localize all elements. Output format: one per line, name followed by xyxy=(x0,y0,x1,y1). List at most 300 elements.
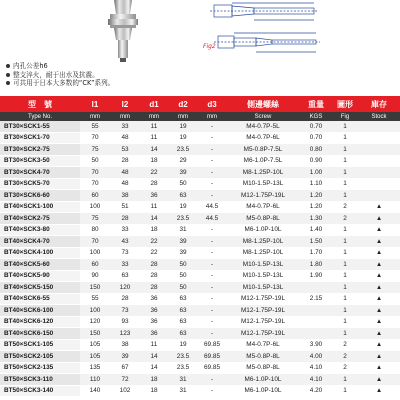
col-header-fig: 圖形 xyxy=(332,96,358,112)
d3-cell: 69.85 xyxy=(198,362,226,374)
fig-cell: 1 xyxy=(332,132,358,144)
table-row xyxy=(0,213,400,225)
d2-cell: 31 xyxy=(168,374,198,386)
d1-cell: 11 xyxy=(140,132,168,144)
l2-cell: 63 xyxy=(110,270,140,282)
d2-cell: 39 xyxy=(168,247,198,259)
screw-cell: M10-1.5P-13L xyxy=(226,270,300,282)
screw-cell: M6-1.0P-10L xyxy=(226,385,300,397)
fig-cell: 1 xyxy=(332,155,358,167)
d3-cell: - xyxy=(198,132,226,144)
type-cell: BT40×SCK6-100 xyxy=(0,305,80,317)
table-row xyxy=(0,132,400,144)
fig2-label: Fig2 xyxy=(203,43,216,50)
d2-cell: 39 xyxy=(168,167,198,179)
d2-cell: 19 xyxy=(168,201,198,213)
col-subheader-screw: Screw xyxy=(226,112,300,121)
screw-cell: M6-1.0P-10L xyxy=(226,374,300,386)
stock-cell xyxy=(358,155,400,167)
table-row xyxy=(0,351,400,363)
header-row-en xyxy=(0,112,400,121)
weight-cell xyxy=(300,316,332,328)
weight-cell: 1.10 xyxy=(300,178,332,190)
d2-cell: 23.5 xyxy=(168,362,198,374)
weight-cell: 0.90 xyxy=(300,155,332,167)
fig-cell: 1 xyxy=(332,224,358,236)
l2-cell: 73 xyxy=(110,247,140,259)
l1-cell: 70 xyxy=(80,132,110,144)
d2-cell: 63 xyxy=(168,305,198,317)
stock-cell: ▲ xyxy=(358,259,400,271)
d1-cell: 18 xyxy=(140,224,168,236)
stock-cell: ▲ xyxy=(358,247,400,259)
type-cell: BT30×SCK3-50 xyxy=(0,155,80,167)
screw-cell: M6-1.0P-7.5L xyxy=(226,155,300,167)
bullet-icon xyxy=(6,81,10,85)
screw-cell: M10-1.5P-13L xyxy=(226,178,300,190)
stock-cell: ▲ xyxy=(358,339,400,351)
type-cell: BT40×SCK6-150 xyxy=(0,328,80,340)
screw-cell: M5-0.8P-8L xyxy=(226,351,300,363)
weight-cell xyxy=(300,282,332,294)
fig-cell: 2 xyxy=(332,339,358,351)
d2-cell: 50 xyxy=(168,270,198,282)
type-cell: BT50×SCK2-135 xyxy=(0,362,80,374)
type-cell: BT40×SCK4-100 xyxy=(0,247,80,259)
type-cell: BT30×SCK2-75 xyxy=(0,144,80,156)
fig-cell: 2 xyxy=(332,201,358,213)
d2-cell: 19 xyxy=(168,132,198,144)
stock-cell: ▲ xyxy=(358,328,400,340)
stock-cell: ▲ xyxy=(358,362,400,374)
l2-cell: 33 xyxy=(110,224,140,236)
l2-cell: 38 xyxy=(110,190,140,202)
l2-cell: 48 xyxy=(110,132,140,144)
feature-notes xyxy=(6,62,114,88)
fig-cell: 1 xyxy=(332,121,358,132)
stock-cell: ▲ xyxy=(358,236,400,248)
l2-cell: 72 xyxy=(110,374,140,386)
stock-cell xyxy=(358,178,400,190)
l1-cell: 100 xyxy=(80,201,110,213)
col-subheader-stock: Stock xyxy=(358,112,400,121)
col-subheader-d1: mm xyxy=(140,112,168,121)
d1-cell: 22 xyxy=(140,247,168,259)
d1-cell: 28 xyxy=(140,178,168,190)
d1-cell: 36 xyxy=(140,305,168,317)
weight-cell: 1.30 xyxy=(300,213,332,225)
weight-cell: 1.20 xyxy=(300,190,332,202)
d1-cell: 14 xyxy=(140,213,168,225)
weight-cell: 4.10 xyxy=(300,362,332,374)
col-subheader-type: Type No. xyxy=(0,112,80,121)
fig-cell: 2 xyxy=(332,351,358,363)
stock-cell: ▲ xyxy=(358,224,400,236)
d1-cell: 36 xyxy=(140,190,168,202)
fig-cell: 1 xyxy=(332,374,358,386)
weight-cell xyxy=(300,305,332,317)
fig-cell: 1 xyxy=(332,167,358,179)
d3-cell: 69.85 xyxy=(198,339,226,351)
col-header-l2: l2 xyxy=(110,96,140,112)
d3-cell: - xyxy=(198,305,226,317)
l2-cell: 51 xyxy=(110,201,140,213)
weight-cell: 0.70 xyxy=(300,132,332,144)
l2-cell: 93 xyxy=(110,316,140,328)
l1-cell: 75 xyxy=(80,213,110,225)
stock-cell: ▲ xyxy=(358,270,400,282)
d1-cell: 14 xyxy=(140,351,168,363)
stock-cell xyxy=(358,132,400,144)
l1-cell: 90 xyxy=(80,270,110,282)
d2-cell: 29 xyxy=(168,155,198,167)
col-subheader-weight: KGS xyxy=(300,112,332,121)
d3-cell: - xyxy=(198,385,226,397)
type-cell: BT30×SCK1-55 xyxy=(0,121,80,132)
table-row xyxy=(0,293,400,305)
table-row xyxy=(0,236,400,248)
d2-cell: 39 xyxy=(168,236,198,248)
l1-cell: 70 xyxy=(80,178,110,190)
l1-cell: 60 xyxy=(80,259,110,271)
d3-cell: - xyxy=(198,374,226,386)
col-subheader-d2: mm xyxy=(168,112,198,121)
table-row xyxy=(0,167,400,179)
stock-cell: ▲ xyxy=(358,374,400,386)
feature-note xyxy=(6,79,114,88)
type-cell: BT30×SCK4-70 xyxy=(0,167,80,179)
d1-cell: 11 xyxy=(140,339,168,351)
d2-cell: 63 xyxy=(168,316,198,328)
tool-holder-photo xyxy=(0,0,196,62)
d2-cell: 63 xyxy=(168,293,198,305)
type-cell: BT50×SCK1-105 xyxy=(0,339,80,351)
d2-cell: 63 xyxy=(168,190,198,202)
d1-cell: 14 xyxy=(140,144,168,156)
d2-cell: 31 xyxy=(168,224,198,236)
l1-cell: 140 xyxy=(80,385,110,397)
d2-cell: 63 xyxy=(168,328,198,340)
d3-cell: - xyxy=(198,293,226,305)
d2-cell: 19 xyxy=(168,121,198,132)
type-cell: BT40×SCK3-80 xyxy=(0,224,80,236)
d1-cell: 28 xyxy=(140,259,168,271)
d3-cell: - xyxy=(198,155,226,167)
weight-cell: 1.50 xyxy=(300,236,332,248)
stock-cell: ▲ xyxy=(358,201,400,213)
stock-cell xyxy=(358,190,400,202)
table-row xyxy=(0,385,400,397)
screw-cell: M5-0.8P-8L xyxy=(226,213,300,225)
d3-cell: 44.5 xyxy=(198,201,226,213)
d1-cell: 18 xyxy=(140,385,168,397)
stock-cell: ▲ xyxy=(358,351,400,363)
l2-cell: 48 xyxy=(110,167,140,179)
l2-cell: 33 xyxy=(110,121,140,132)
d2-cell: 50 xyxy=(168,178,198,190)
stock-cell xyxy=(358,144,400,156)
l2-cell: 123 xyxy=(110,328,140,340)
d1-cell: 36 xyxy=(140,293,168,305)
header-row-cn xyxy=(0,96,400,112)
type-cell: BT40×SCK4-70 xyxy=(0,236,80,248)
weight-cell xyxy=(300,328,332,340)
table-row xyxy=(0,282,400,294)
d3-cell: - xyxy=(198,144,226,156)
l2-cell: 67 xyxy=(110,362,140,374)
fig-cell: 1 xyxy=(332,270,358,282)
screw-cell: M6-1.0P-10L xyxy=(226,224,300,236)
d2-cell: 50 xyxy=(168,282,198,294)
weight-cell: 1.20 xyxy=(300,201,332,213)
l1-cell: 55 xyxy=(80,293,110,305)
l1-cell: 100 xyxy=(80,247,110,259)
l2-cell: 28 xyxy=(110,293,140,305)
d3-cell: - xyxy=(198,316,226,328)
col-header-screw: 側邊螺絲 xyxy=(226,96,300,112)
d3-cell: - xyxy=(198,282,226,294)
fig-cell: 1 xyxy=(332,385,358,397)
l2-cell: 120 xyxy=(110,282,140,294)
fig-cell: 1 xyxy=(332,259,358,271)
d1-cell: 28 xyxy=(140,270,168,282)
d3-cell: - xyxy=(198,259,226,271)
table-row xyxy=(0,190,400,202)
l1-cell: 75 xyxy=(80,144,110,156)
stock-cell: ▲ xyxy=(358,316,400,328)
screw-cell: M12-1.75P-19L xyxy=(226,316,300,328)
feature-note xyxy=(6,71,114,80)
screw-cell: M4-0.7P-5L xyxy=(226,121,300,132)
weight-cell: 2.15 xyxy=(300,293,332,305)
col-header-type: 型 號 xyxy=(0,96,80,112)
l1-cell: 100 xyxy=(80,305,110,317)
l2-cell: 28 xyxy=(110,155,140,167)
type-cell: BT30×SCK5-70 xyxy=(0,178,80,190)
type-cell: BT40×SCK2-75 xyxy=(0,213,80,225)
weight-cell: 4.20 xyxy=(300,385,332,397)
fig-cell: 1 xyxy=(332,316,358,328)
stock-cell: ▲ xyxy=(358,385,400,397)
l1-cell: 105 xyxy=(80,339,110,351)
type-cell: BT30×SCK6-60 xyxy=(0,190,80,202)
product-illustration-area xyxy=(0,0,400,96)
screw-cell: M5-0.8P-8L xyxy=(226,362,300,374)
screw-cell: M10-1.5P-13L xyxy=(226,282,300,294)
screw-cell: M12-1.75P-19L xyxy=(226,293,300,305)
d3-cell: - xyxy=(198,121,226,132)
weight-cell: 0.70 xyxy=(300,121,332,132)
spec-table-body xyxy=(0,121,400,397)
weight-cell: 0.80 xyxy=(300,144,332,156)
d1-cell: 18 xyxy=(140,155,168,167)
type-cell: BT50×SCK2-105 xyxy=(0,351,80,363)
type-cell: BT50×SCK3-140 xyxy=(0,385,80,397)
d1-cell: 14 xyxy=(140,362,168,374)
stock-cell: ▲ xyxy=(358,293,400,305)
fig-cell: 1 xyxy=(332,305,358,317)
screw-cell: M12-1.75P-19L xyxy=(226,305,300,317)
d2-cell: 19 xyxy=(168,339,198,351)
d3-cell: - xyxy=(198,224,226,236)
col-header-l1: l1 xyxy=(80,96,110,112)
l1-cell: 50 xyxy=(80,155,110,167)
d1-cell: 28 xyxy=(140,282,168,294)
d2-cell: 23.5 xyxy=(168,351,198,363)
col-header-d1: d1 xyxy=(140,96,168,112)
weight-cell: 4.10 xyxy=(300,374,332,386)
l2-cell: 38 xyxy=(110,339,140,351)
bullet-icon xyxy=(6,73,10,77)
screw-cell: M10-1.5P-13L xyxy=(226,259,300,271)
l2-cell: 28 xyxy=(110,213,140,225)
feature-note xyxy=(6,62,114,71)
screw-cell: M4-0.7P-6L xyxy=(226,201,300,213)
fig-cell: 1 xyxy=(332,144,358,156)
l1-cell: 55 xyxy=(80,121,110,132)
d3-cell: - xyxy=(198,247,226,259)
col-header-weight: 重量 xyxy=(300,96,332,112)
stock-cell: ▲ xyxy=(358,213,400,225)
stock-cell xyxy=(358,167,400,179)
col-header-stock: 庫存 xyxy=(358,96,400,112)
d1-cell: 22 xyxy=(140,167,168,179)
table-row xyxy=(0,339,400,351)
l1-cell: 135 xyxy=(80,362,110,374)
spec-table xyxy=(0,96,400,397)
col-header-d2: d2 xyxy=(168,96,198,112)
type-cell: BT40×SCK1-100 xyxy=(0,201,80,213)
d3-cell: - xyxy=(198,190,226,202)
screw-cell: M8-1.25P-10L xyxy=(226,247,300,259)
fig-cell: 2 xyxy=(332,213,358,225)
type-cell: BT40×SCK5-150 xyxy=(0,282,80,294)
l1-cell: 120 xyxy=(80,316,110,328)
note-text: 可共用于日本大多数的“CK”系列。 xyxy=(13,79,115,88)
type-cell: BT50×SCK3-110 xyxy=(0,374,80,386)
l2-cell: 53 xyxy=(110,144,140,156)
l2-cell: 73 xyxy=(110,305,140,317)
d2-cell: 50 xyxy=(168,259,198,271)
stock-cell xyxy=(358,121,400,132)
col-subheader-l1: mm xyxy=(80,112,110,121)
fig-cell: 1 xyxy=(332,190,358,202)
d3-cell: - xyxy=(198,236,226,248)
col-subheader-d3: mm xyxy=(198,112,226,121)
l2-cell: 102 xyxy=(110,385,140,397)
l1-cell: 150 xyxy=(80,282,110,294)
note-text: 内孔公差h6 xyxy=(13,62,48,70)
table-row xyxy=(0,155,400,167)
d1-cell: 11 xyxy=(140,121,168,132)
type-cell: BT40×SCK6-120 xyxy=(0,316,80,328)
fig-cell: 2 xyxy=(332,362,358,374)
fig-cell: 1 xyxy=(332,293,358,305)
l1-cell: 150 xyxy=(80,328,110,340)
table-row xyxy=(0,178,400,190)
fig-cell: 1 xyxy=(332,247,358,259)
table-row xyxy=(0,144,400,156)
screw-cell: M5-0.8P-7.5L xyxy=(226,144,300,156)
d3-cell: - xyxy=(198,178,226,190)
table-row xyxy=(0,259,400,271)
fig-cell: 1 xyxy=(332,282,358,294)
table-row xyxy=(0,224,400,236)
table-row xyxy=(0,362,400,374)
d1-cell: 18 xyxy=(140,374,168,386)
screw-cell: M12-1.75P-19L xyxy=(226,328,300,340)
weight-cell: 1.80 xyxy=(300,259,332,271)
fig-cell: 1 xyxy=(332,236,358,248)
weight-cell: 3.90 xyxy=(300,339,332,351)
col-subheader-fig: Fig xyxy=(332,112,358,121)
l1-cell: 60 xyxy=(80,190,110,202)
fig-cell: 1 xyxy=(332,328,358,340)
d3-cell: - xyxy=(198,328,226,340)
d1-cell: 22 xyxy=(140,236,168,248)
col-header-d3: d3 xyxy=(198,96,226,112)
d2-cell: 31 xyxy=(168,385,198,397)
table-row xyxy=(0,121,400,132)
table-row xyxy=(0,316,400,328)
type-cell: BT40×SCK5-60 xyxy=(0,259,80,271)
weight-cell: 1.70 xyxy=(300,247,332,259)
l1-cell: 80 xyxy=(80,224,110,236)
l1-cell: 70 xyxy=(80,236,110,248)
weight-cell: 1.40 xyxy=(300,224,332,236)
table-row xyxy=(0,201,400,213)
d2-cell: 23.5 xyxy=(168,213,198,225)
table-row xyxy=(0,328,400,340)
screw-cell: M4-0.7P-6L xyxy=(226,132,300,144)
l2-cell: 39 xyxy=(110,351,140,363)
bullet-icon xyxy=(6,64,10,68)
screw-cell: M12-1.75P-19L xyxy=(226,190,300,202)
l2-cell: 48 xyxy=(110,178,140,190)
l1-cell: 110 xyxy=(80,374,110,386)
l1-cell: 70 xyxy=(80,167,110,179)
note-text: 整支淬火，耐于出水及抗震。 xyxy=(13,70,99,79)
col-subheader-l2: mm xyxy=(110,112,140,121)
d2-cell: 23.5 xyxy=(168,144,198,156)
weight-cell: 4.00 xyxy=(300,351,332,363)
type-cell: BT40×SCK6-55 xyxy=(0,293,80,305)
stock-cell: ▲ xyxy=(358,282,400,294)
l2-cell: 43 xyxy=(110,236,140,248)
d1-cell: 36 xyxy=(140,316,168,328)
table-row xyxy=(0,270,400,282)
screw-cell: M8-1.25P-10L xyxy=(226,167,300,179)
d3-cell: 69.85 xyxy=(198,351,226,363)
table-row xyxy=(0,374,400,386)
d1-cell: 36 xyxy=(140,328,168,340)
weight-cell: 1.90 xyxy=(300,270,332,282)
technical-drawings xyxy=(196,0,396,62)
d3-cell: - xyxy=(198,167,226,179)
d3-cell: - xyxy=(198,270,226,282)
screw-cell: M8-1.25P-10L xyxy=(226,236,300,248)
type-cell: BT30×SCK1-70 xyxy=(0,132,80,144)
stock-cell: ▲ xyxy=(358,305,400,317)
type-cell: BT40×SCK5-90 xyxy=(0,270,80,282)
table-row xyxy=(0,247,400,259)
table-row xyxy=(0,305,400,317)
screw-cell: M4-0.7P-6L xyxy=(226,339,300,351)
d3-cell: 44.5 xyxy=(198,213,226,225)
l2-cell: 33 xyxy=(110,259,140,271)
weight-cell: 1.00 xyxy=(300,167,332,179)
l1-cell: 105 xyxy=(80,351,110,363)
